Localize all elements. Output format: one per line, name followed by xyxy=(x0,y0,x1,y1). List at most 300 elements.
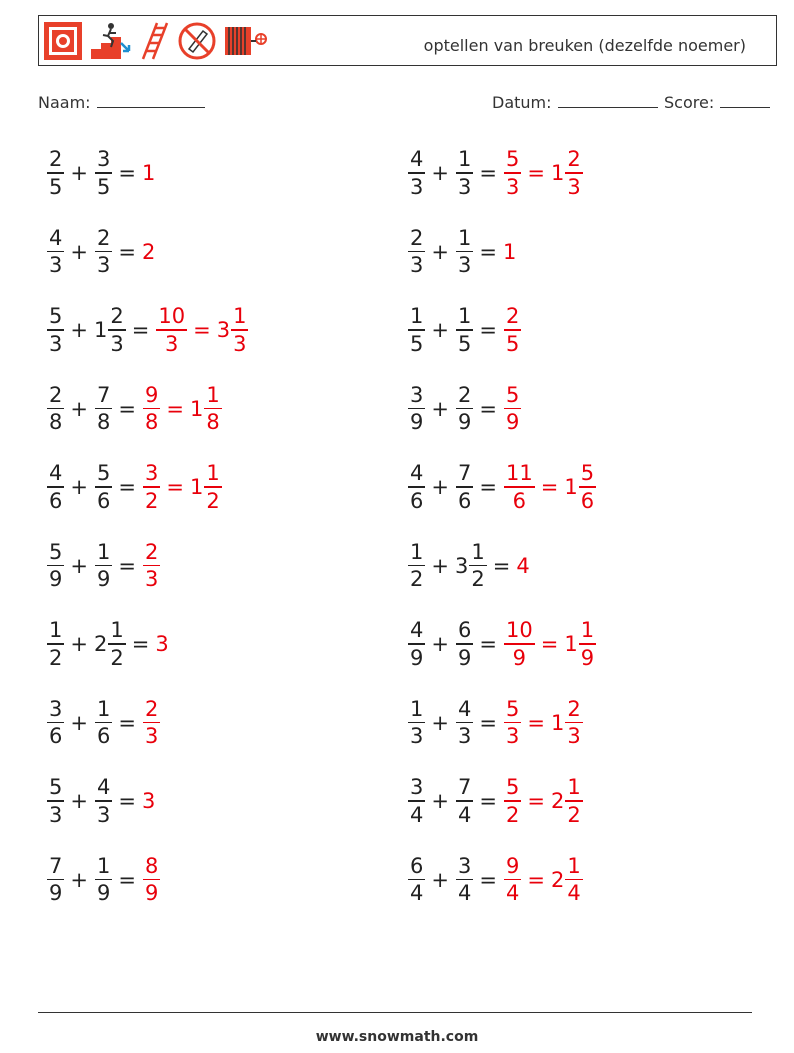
denominator: 9 xyxy=(580,645,595,670)
denominator: 3 xyxy=(49,331,63,356)
equals-sign: = xyxy=(479,867,497,892)
plus-sign: + xyxy=(70,318,88,342)
denominator: 9 xyxy=(457,410,472,435)
fraction xyxy=(47,225,64,279)
mixed-number xyxy=(142,460,160,514)
numerator: 1 xyxy=(567,775,581,800)
numerator: 3 xyxy=(144,461,159,486)
numerator: 10 xyxy=(158,304,186,329)
denominator: 2 xyxy=(206,488,220,513)
fraction xyxy=(204,460,221,514)
equals-sign: = xyxy=(527,867,545,892)
fraction xyxy=(408,853,425,907)
mixed-number xyxy=(551,774,583,828)
mixed-number xyxy=(455,774,473,828)
denominator: 2 xyxy=(567,802,581,827)
denominator: 3 xyxy=(410,174,424,199)
whole-part: 3 xyxy=(216,318,231,342)
problem-row xyxy=(46,771,156,831)
numerator: 5 xyxy=(505,775,520,800)
problem-row xyxy=(407,143,583,203)
numerator: 5 xyxy=(580,461,595,486)
fraction xyxy=(456,696,473,750)
numerator: 1 xyxy=(49,618,63,643)
date-blank[interactable] xyxy=(558,106,658,108)
plus-sign: + xyxy=(70,553,88,578)
equals-sign: = xyxy=(540,475,559,499)
mixed-number xyxy=(46,853,64,907)
denominator: 6 xyxy=(96,724,111,749)
fraction xyxy=(143,853,160,907)
fraction xyxy=(108,303,125,357)
numerator: 2 xyxy=(49,382,63,407)
problem-row xyxy=(407,614,596,674)
numerator: 5 xyxy=(505,147,520,172)
whole-part: 1 xyxy=(550,161,565,185)
denominator: 6 xyxy=(457,488,472,513)
numerator: 4 xyxy=(49,225,63,250)
mixed-number xyxy=(142,382,160,436)
equals-sign: = xyxy=(118,789,136,813)
fraction xyxy=(408,303,425,357)
equals-sign: = xyxy=(118,710,136,735)
denominator: 3 xyxy=(233,331,247,356)
numerator: 2 xyxy=(96,225,111,250)
equals-sign: = xyxy=(479,396,497,421)
mixed-number xyxy=(407,774,425,828)
header-icons xyxy=(43,21,269,61)
denominator: 3 xyxy=(505,724,520,749)
equals-sign: = xyxy=(166,396,184,421)
fraction xyxy=(456,382,473,436)
numerator: 1 xyxy=(233,304,247,329)
mixed-number xyxy=(407,382,425,436)
fraction xyxy=(95,774,112,828)
problem-row xyxy=(46,300,248,360)
mixed-number xyxy=(455,303,473,357)
mixed-number xyxy=(190,382,222,436)
score-field xyxy=(664,93,770,112)
problem-row xyxy=(46,379,222,439)
numerator: 2 xyxy=(505,304,520,329)
whole-number: 1 xyxy=(502,239,517,264)
plus-sign: + xyxy=(70,161,88,185)
equals-sign: = xyxy=(479,161,497,185)
denominator: 3 xyxy=(567,174,581,199)
denominator: 6 xyxy=(512,488,527,513)
denominator: 9 xyxy=(49,567,63,592)
mixed-number xyxy=(455,539,487,593)
whole-part: 2 xyxy=(93,632,108,656)
whole-part: 1 xyxy=(189,475,204,499)
denominator: 8 xyxy=(96,410,111,435)
fraction xyxy=(504,303,521,357)
denominator: 4 xyxy=(457,802,472,827)
denominator: 4 xyxy=(410,881,424,906)
fraction xyxy=(143,539,160,593)
fraction xyxy=(47,774,64,828)
mixed-number xyxy=(407,696,425,750)
equals-sign: = xyxy=(479,318,497,342)
denominator: 9 xyxy=(410,645,424,670)
fraction xyxy=(108,617,125,671)
mixed-number xyxy=(46,774,64,828)
mixed-number xyxy=(503,774,521,828)
mixed-number xyxy=(564,460,596,514)
mixed-number xyxy=(503,696,521,750)
equals-sign: = xyxy=(193,318,211,342)
fraction xyxy=(456,303,473,357)
denominator: 3 xyxy=(457,174,472,199)
fraction xyxy=(504,696,521,750)
numerator: 1 xyxy=(96,853,111,878)
fraction xyxy=(504,382,521,436)
denominator: 3 xyxy=(144,567,159,592)
emergency-exit-stairs-icon xyxy=(89,21,133,61)
numerator: 4 xyxy=(96,775,111,800)
numerator: 11 xyxy=(505,461,533,486)
fire-hose-reel-icon xyxy=(223,21,269,61)
whole-number: 4 xyxy=(516,553,530,578)
denominator: 3 xyxy=(49,253,63,278)
equals-sign: = xyxy=(131,632,150,656)
numerator: 8 xyxy=(144,853,159,878)
denominator: 6 xyxy=(410,488,424,513)
numerator: 3 xyxy=(410,775,424,800)
mixed-number xyxy=(407,303,425,357)
denominator: 3 xyxy=(410,253,424,278)
numerator: 1 xyxy=(457,147,472,172)
problem-row xyxy=(407,771,583,831)
plus-sign: + xyxy=(431,789,449,813)
fraction xyxy=(95,696,112,750)
answer xyxy=(503,460,596,514)
fraction xyxy=(156,303,187,357)
numerator: 1 xyxy=(457,225,472,250)
mixed-number xyxy=(407,853,425,907)
mixed-number xyxy=(94,617,126,671)
denominator: 3 xyxy=(567,724,581,749)
fraction xyxy=(408,617,425,671)
fraction xyxy=(47,853,64,907)
numerator: 7 xyxy=(49,853,63,878)
mixed-number xyxy=(455,146,473,200)
fraction xyxy=(95,146,112,200)
problem-row xyxy=(407,693,583,753)
plus-sign: + xyxy=(431,475,449,499)
plus-sign: + xyxy=(431,710,449,735)
numerator: 7 xyxy=(457,461,472,486)
numerator: 2 xyxy=(110,304,124,329)
fraction xyxy=(143,382,160,436)
fraction xyxy=(95,460,112,514)
numerator: 6 xyxy=(410,853,424,878)
answer xyxy=(503,146,583,200)
denominator: 3 xyxy=(96,253,111,278)
mixed-number xyxy=(551,146,583,200)
answer xyxy=(142,460,222,514)
whole-number: 3 xyxy=(155,632,169,656)
whole-part: 1 xyxy=(93,318,108,342)
fraction xyxy=(456,460,473,514)
whole-number: 2 xyxy=(141,239,156,264)
mixed-number xyxy=(94,225,112,279)
mixed-number xyxy=(46,460,64,514)
numerator: 5 xyxy=(49,539,63,564)
mixed-number xyxy=(503,460,535,514)
whole-part: 3 xyxy=(454,553,469,578)
fraction xyxy=(504,853,521,907)
equals-sign: = xyxy=(479,710,497,735)
numerator: 1 xyxy=(110,618,124,643)
answer xyxy=(142,240,156,264)
whole-part: 2 xyxy=(550,867,565,892)
fraction xyxy=(95,225,112,279)
denominator: 5 xyxy=(410,331,424,356)
numerator: 3 xyxy=(410,382,424,407)
fraction xyxy=(408,146,425,200)
denominator: 8 xyxy=(206,410,220,435)
numerator: 1 xyxy=(410,304,424,329)
fraction xyxy=(565,853,582,907)
answer xyxy=(142,539,160,593)
equals-sign: = xyxy=(118,161,136,185)
mixed-number xyxy=(94,539,112,593)
fraction xyxy=(408,460,425,514)
plus-sign: + xyxy=(431,318,449,342)
fraction xyxy=(143,696,160,750)
mixed-number xyxy=(503,853,521,907)
mixed-number xyxy=(564,617,596,671)
score-label: Score: xyxy=(664,93,715,112)
fraction xyxy=(504,460,535,514)
plus-sign: + xyxy=(70,475,88,499)
equals-sign: = xyxy=(131,318,150,342)
mixed-number xyxy=(455,225,473,279)
denominator: 3 xyxy=(410,724,424,749)
denominator: 3 xyxy=(110,331,124,356)
denominator: 5 xyxy=(505,331,520,356)
answer xyxy=(142,696,160,750)
whole-number: 3 xyxy=(141,789,156,813)
mixed-number xyxy=(142,696,160,750)
whole-part: 1 xyxy=(564,475,578,499)
equals-sign: = xyxy=(118,239,136,264)
denominator: 5 xyxy=(96,174,111,199)
denominator: 9 xyxy=(505,410,520,435)
mixed-number xyxy=(94,853,112,907)
name-blank[interactable] xyxy=(97,106,205,108)
denominator: 2 xyxy=(49,645,63,670)
numerator: 1 xyxy=(580,618,595,643)
mixed-number xyxy=(503,382,521,436)
mixed-number xyxy=(46,303,64,357)
denominator: 3 xyxy=(165,331,179,356)
plus-sign: + xyxy=(431,553,449,578)
fraction xyxy=(47,146,64,200)
whole-part: 1 xyxy=(564,632,578,656)
numerator: 6 xyxy=(457,618,472,643)
fraction xyxy=(504,774,521,828)
denominator: 9 xyxy=(49,881,63,906)
fraction xyxy=(408,696,425,750)
mixed-number xyxy=(46,539,64,593)
numerator: 4 xyxy=(410,618,424,643)
denominator: 9 xyxy=(410,410,424,435)
fraction xyxy=(143,460,160,514)
whole-part: 1 xyxy=(189,396,204,421)
mixed-number xyxy=(46,617,64,671)
numerator: 1 xyxy=(206,461,220,486)
problem-row xyxy=(46,536,160,596)
mixed-number xyxy=(94,146,112,200)
numerator: 3 xyxy=(96,147,111,172)
answer xyxy=(516,554,530,578)
plus-sign: + xyxy=(431,396,449,421)
denominator: 4 xyxy=(457,881,472,906)
fraction xyxy=(565,774,582,828)
whole-part: 1 xyxy=(550,710,565,735)
whole-number: 1 xyxy=(141,161,156,185)
mixed-number xyxy=(46,382,64,436)
mixed-number xyxy=(94,303,126,357)
plus-sign: + xyxy=(70,239,88,264)
problem-row xyxy=(46,143,156,203)
footer-divider xyxy=(38,1012,752,1013)
denominator: 3 xyxy=(457,253,472,278)
numerator: 4 xyxy=(410,147,424,172)
equals-sign: = xyxy=(479,239,497,264)
numerator: 1 xyxy=(567,853,581,878)
numerator: 5 xyxy=(505,382,520,407)
equals-sign: = xyxy=(479,475,497,499)
denominator: 3 xyxy=(49,802,63,827)
numerator: 1 xyxy=(96,696,111,721)
fraction xyxy=(456,146,473,200)
numerator: 2 xyxy=(567,696,581,721)
fraction xyxy=(456,853,473,907)
fraction xyxy=(408,382,425,436)
mixed-number xyxy=(407,460,425,514)
numerator: 3 xyxy=(49,696,63,721)
denominator: 9 xyxy=(96,567,111,592)
mixed-number xyxy=(46,225,64,279)
plus-sign: + xyxy=(70,789,88,813)
equals-sign: = xyxy=(479,632,497,656)
answer xyxy=(503,853,583,907)
denominator: 2 xyxy=(110,645,124,670)
whole-part: 2 xyxy=(550,789,565,813)
fraction xyxy=(469,539,486,593)
fraction xyxy=(456,774,473,828)
equals-sign: = xyxy=(118,553,136,578)
denominator: 9 xyxy=(457,645,472,670)
mixed-number xyxy=(190,460,222,514)
mixed-number xyxy=(217,303,249,357)
answer xyxy=(142,161,156,185)
denominator: 2 xyxy=(505,802,520,827)
fraction xyxy=(579,460,596,514)
denominator: 4 xyxy=(505,881,520,906)
plus-sign: + xyxy=(70,396,88,421)
problem-row xyxy=(46,614,170,674)
mixed-number xyxy=(455,382,473,436)
name-label: Naam: xyxy=(38,93,91,112)
fraction xyxy=(47,460,64,514)
mixed-number xyxy=(94,382,112,436)
mixed-number xyxy=(455,853,473,907)
fraction xyxy=(565,696,582,750)
denominator: 2 xyxy=(471,567,485,592)
fraction xyxy=(95,382,112,436)
mixed-number xyxy=(455,617,473,671)
worksheet-header xyxy=(38,15,777,66)
mixed-number xyxy=(94,696,112,750)
numerator: 2 xyxy=(410,225,424,250)
score-blank[interactable] xyxy=(720,106,770,108)
sheet-title: optellen van breuken (dezelfde noemer) xyxy=(423,36,746,55)
numerator: 10 xyxy=(505,618,533,643)
plus-sign: + xyxy=(431,632,449,656)
mixed-number xyxy=(407,225,425,279)
fraction xyxy=(47,382,64,436)
problem-row xyxy=(46,222,156,282)
plus-sign: + xyxy=(70,632,88,656)
problem-row xyxy=(407,222,517,282)
numerator: 1 xyxy=(471,539,485,564)
equals-sign: = xyxy=(540,632,559,656)
denominator: 8 xyxy=(144,410,159,435)
denominator: 5 xyxy=(49,174,63,199)
fraction xyxy=(231,303,248,357)
problem-row xyxy=(46,693,160,753)
answer xyxy=(142,853,160,907)
denominator: 9 xyxy=(96,881,111,906)
answer xyxy=(503,382,521,436)
numerator: 5 xyxy=(49,304,63,329)
equals-sign: = xyxy=(166,475,184,499)
fraction xyxy=(408,774,425,828)
fraction xyxy=(95,853,112,907)
name-field xyxy=(38,93,205,112)
fraction xyxy=(204,382,221,436)
no-pencil-sign-icon xyxy=(177,21,217,61)
denominator: 8 xyxy=(49,410,63,435)
mixed-number xyxy=(94,774,112,828)
denominator: 5 xyxy=(457,331,472,356)
mixed-number xyxy=(503,303,521,357)
problem-row xyxy=(46,457,222,517)
problem-row xyxy=(407,536,531,596)
numerator: 2 xyxy=(144,539,159,564)
date-label: Datum: xyxy=(492,93,552,112)
footer-url: www.snowmath.com xyxy=(315,1029,479,1045)
ladder-icon xyxy=(139,21,171,61)
denominator: 6 xyxy=(580,488,595,513)
numerator: 2 xyxy=(49,147,63,172)
answer xyxy=(503,617,596,671)
answer xyxy=(503,774,583,828)
problem-row xyxy=(407,379,521,439)
numerator: 1 xyxy=(206,382,220,407)
equals-sign: = xyxy=(118,475,136,499)
problem-row xyxy=(46,850,160,910)
answer xyxy=(155,632,169,656)
equals-sign: = xyxy=(527,710,545,735)
numerator: 1 xyxy=(410,696,424,721)
equals-sign: = xyxy=(479,789,497,813)
numerator: 7 xyxy=(457,775,472,800)
